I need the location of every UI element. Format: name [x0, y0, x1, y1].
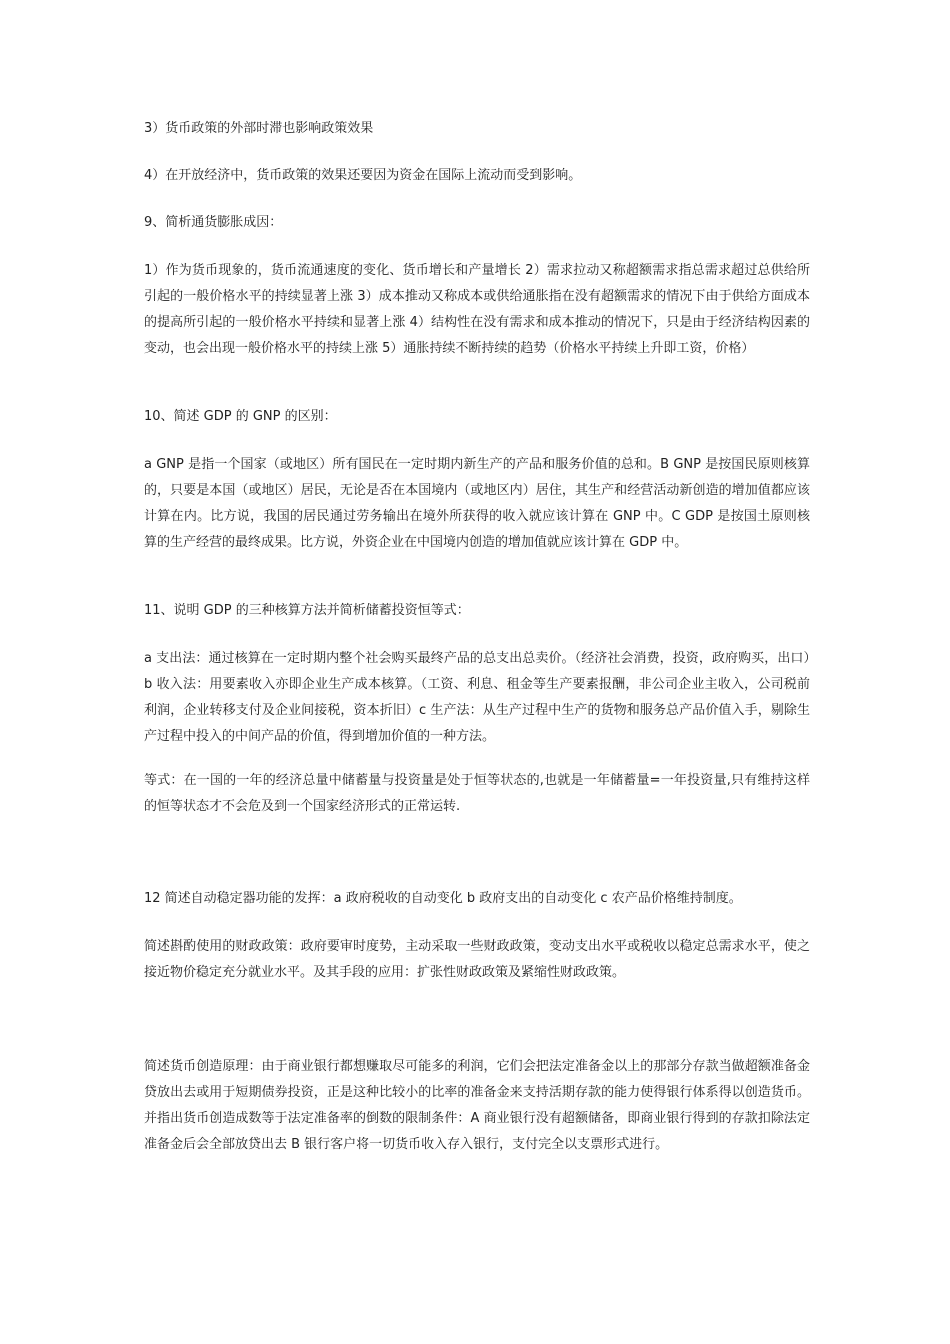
- paragraph-open-economy: 4）在开放经济中，货币政策的效果还要因为资金在国际上流动而受到影响。: [144, 168, 582, 183]
- paragraph-inflation-causes: 1）作为货币现象的，货币流通速度的变化、货币增长和产量增长 2）需求拉动又称超额需求指总需求超过总供给所引起的一般价格水平的持续显著上涨 3）成本推动又称成本或供给通胀指在没有超额需求的情况下由于供给方面成本的提高所引起的一般价格水平持续和显著上涨 4）结构性在没有需求和成本推动的情况下，只是由于经济结构因素的变动，也会出现一般价格水平的持续上涨 5）通胀持续不断持续的趋势（价格水平持续上升即工资，价格）: [144, 263, 810, 356]
- paragraph-savings-investment-identity: 等式：在一国的一年的经济总量中储蓄量与投资量是处于恒等状态的,也就是一年储蓄量=一年投资量,只有维持这样的恒等状态才不会危及到一个国家经济形式的正常运转.: [144, 773, 810, 814]
- paragraph-discretionary-fiscal-policy: 简述斟酌使用的财政政策：政府要审时度势，主动采取一些财政政策，变动支出水平或税收以稳定总需求水平，使之接近物价稳定充分就业水平。及其手段的应用：扩张性财政政策及紧缩性财政政策。: [144, 939, 810, 980]
- heading-inflation-causes: 9、简析通货膨胀成因：: [144, 215, 283, 230]
- paragraph-monetary-policy-lag: 3）货币政策的外部时滞也影响政策效果: [144, 121, 374, 136]
- paragraph-gdp-gnp-difference: a GNP 是指一个国家（或地区）所有国民在一定时期内新生产的产品和服务价值的总和。B GNP 是按国民原则核算的，只要是本国（或地区）居民，无论是否在本国境内（或地区内）居住，其生产和经营活动新创造的增加值都应该计算在内。比方说，我国的居民通过劳务输出在境外所获得的收入就应该计算在 GNP 中。C GDP 是按国土原则核算的生产经营的最终成果。比方说，外资企业在中国境内创造的增加值就应该计算在 GDP 中。: [144, 457, 810, 550]
- heading-gdp-accounting-methods: 11、说明 GDP 的三种核算方法并简析储蓄投资恒等式：: [144, 603, 470, 618]
- heading-gdp-gnp-difference: 10、简述 GDP 的 GNP 的区别：: [144, 409, 337, 424]
- paragraph-money-creation: 简述货币创造原理：由于商业银行都想赚取尽可能多的利润，它们会把法定准备金以上的那部分存款当做超额准备金贷放出去或用于短期债券投资，正是这种比较小的比率的准备金来支持活期存款的能力使得银行体系得以创造货币。并指出货币创造成数等于法定准备率的倒数的限制条件：A 商业银行没有超额储备，即商业银行得到的存款扣除法定准备金后会全部放贷出去 B 银行客户将一切货币收入存入银行，支付完全以支票形式进行。: [144, 1059, 810, 1152]
- heading-automatic-stabilizers: 12 简述自动稳定器功能的发挥：a 政府税收的自动变化 b 政府支出的自动变化 c 农产品价格维持制度。: [144, 891, 742, 906]
- paragraph-gdp-accounting-methods: a 支出法：通过核算在一定时期内整个社会购买最终产品的总支出总卖价。（经济社会消费，投资，政府购买，出口）b 收入法：用要素收入亦即企业生产成本核算。（工资、利息、租金等生产要素报酬，非公司企业主收入，公司税前利润，企业转移支付及企业间接税，资本折旧）c 生产法：从生产过程中生产的货物和服务总产品价值入手，剔除生产过程中投入的中间产品的价值，得到增加价值的一种方法。: [144, 651, 810, 744]
